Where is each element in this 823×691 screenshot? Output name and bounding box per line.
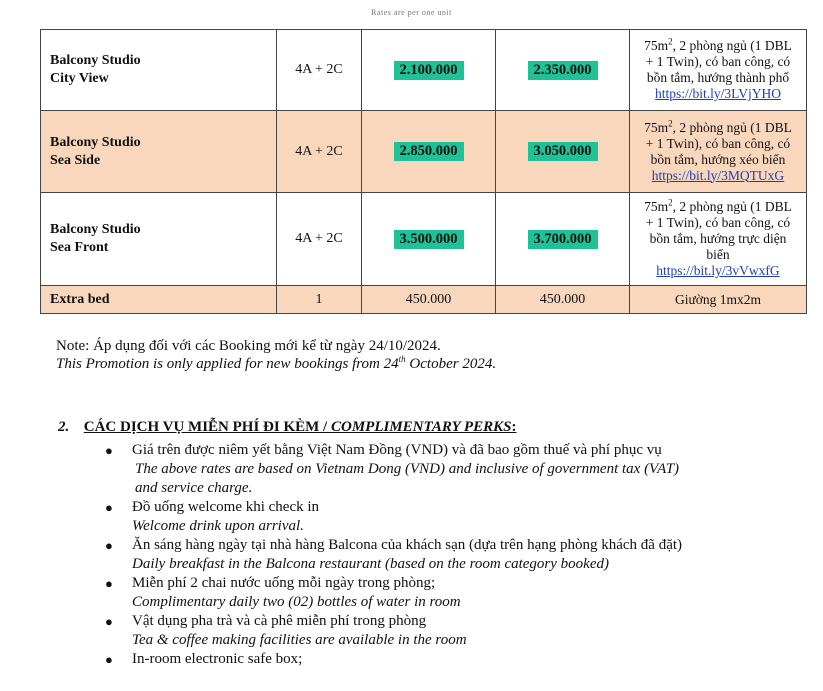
room-name-line1: Balcony Studio [50,222,141,237]
room-name-cell [41,111,277,193]
bullet-icon: ● [105,500,113,515]
room-name-line1: Balcony Studio [50,134,141,150]
cropped-header-text: Rates are per one unit [371,8,452,17]
room-name-line2: City View [50,71,109,86]
desc-text: bồn tắm, hướng xéo biển [650,151,786,167]
price-cell-2 [496,193,630,286]
list-item [105,650,805,669]
table-row [41,111,807,193]
table-row [41,30,807,111]
perks-list [105,441,805,669]
list-item [105,441,805,498]
room-link[interactable]: https://bit.ly/3vVwxfG [656,263,780,278]
room-description-cell [630,193,807,286]
price-highlight: 3.500.000 [394,230,464,249]
room-name-cell [41,30,277,111]
room-description-cell [630,30,807,111]
desc-sup: 2 [668,197,673,208]
room-name-line2: Sea Side [50,152,101,168]
section-number: 2. [58,419,70,435]
note-en-text: This Promotion is only applied for new bookings from 24 [56,356,399,372]
room-name-line2: Sea Front [50,240,109,255]
perk-en: Daily breakfast in the Balcona restaurant (based on the room category booked) [132,556,609,572]
section-title-en: COMPLIMENTARY PERKS [330,419,512,435]
table-row [41,193,807,286]
perk-en: Complimentary daily two (02) bottles of water in room [132,594,461,610]
note-en-sup: th [398,354,406,364]
table-row-extra-bed [41,286,807,314]
bullet-icon: ● [105,538,113,553]
price-cell-2 [496,30,630,111]
price-cell-1: 450.000 [362,286,496,314]
room-name-line1: Balcony Studio [50,53,141,68]
perk-vi: Giá trên được niêm yết bằng Việt Nam Đồng (VND) và đã bao gồm thuế và phí phục vụ [132,442,662,458]
price-cell-2: 450.000 [496,286,630,314]
desc-area: 75m [644,38,669,53]
occupancy-cell: 4A + 2C [277,30,362,111]
price-cell-2 [496,111,630,193]
price-highlight: 2.100.000 [394,61,464,80]
desc-text: , 2 phòng ngủ (1 DBL [672,38,792,53]
perk-vi: Đồ uống welcome khi check in [132,499,320,515]
room-link[interactable]: https://bit.ly/3LVjYHO [655,86,781,101]
desc-text: bồn tắm, hướng trực diện [649,231,787,246]
occupancy-cell: 4A + 2C [277,111,362,193]
room-rates-table [40,29,807,314]
perk-vi: In-room electronic safe box; [132,651,303,667]
bullet-icon: ● [105,443,113,458]
desc-area: 75m [644,119,669,135]
desc-text: + 1 Twin), có ban công, có [645,54,791,69]
note-en-text: October 2024. [405,356,497,372]
perk-en: The above rates are based on Vietnam Dong (VND) and inclusive of government tax (VAT) [135,461,680,477]
price-highlight: 3.050.000 [528,142,598,161]
perk-en: Welcome drink upon arrival. [132,518,304,534]
price-cell-1 [362,111,496,193]
room-link[interactable]: https://bit.ly/3MQTUxG [651,167,785,183]
desc-text: + 1 Twin), có ban công, có [645,135,791,151]
section-title-vi: CÁC DỊCH VỤ MIỄN PHÍ ĐI KÈM / [83,419,331,435]
perk-vi: Miễn phí 2 chai nước uống mỗi ngày trong phòng; [132,575,436,591]
perk-vi: Ăn sáng hàng ngày tại nhà hàng Balcona của khách sạn (dựa trên hạng phòng khách đã đặt) [132,537,683,553]
desc-text: bồn tắm, hướng thành phố [646,70,790,85]
list-item [105,574,805,612]
price-highlight: 2.850.000 [394,142,464,161]
section-heading [58,419,516,436]
bullet-icon: ● [105,576,113,591]
desc-sup: 2 [668,118,673,128]
room-name-cell [41,193,277,286]
desc-text: , 2 phòng ngủ (1 DBL [672,199,792,214]
room-description-cell: Giường 1mx2m [630,286,807,314]
list-item [105,498,805,536]
note-english [56,355,496,373]
desc-text: biển [706,247,730,262]
desc-text: + 1 Twin), có ban công, có [645,215,791,230]
extra-bed-label: Extra bed [41,286,277,314]
note-vietnamese: Note: Áp dụng đối với các Booking mới kể từ ngày 24/10/2024. [56,338,441,354]
price-cell-1 [362,193,496,286]
list-item [105,612,805,650]
bullet-icon: ● [105,652,113,667]
price-highlight: 2.350.000 [528,61,598,80]
section-title-colon: : [511,419,517,435]
price-highlight: 3.700.000 [528,230,598,249]
desc-area: 75m [644,199,669,214]
desc-sup: 2 [668,36,673,47]
list-item [105,536,805,574]
occupancy-cell: 4A + 2C [277,193,362,286]
perk-en: Tea & coffee making facilities are available in the room [132,632,467,648]
perk-en: and service charge. [135,480,253,496]
occupancy-cell: 1 [277,286,362,314]
section-title [84,419,517,435]
desc-text: , 2 phòng ngủ (1 DBL [672,119,792,135]
booking-note [56,337,496,373]
price-cell-1 [362,30,496,111]
room-description-cell [630,111,807,193]
bullet-icon: ● [105,614,113,629]
perk-vi: Vật dụng pha trà và cà phê miễn phí trong phòng [132,613,427,629]
